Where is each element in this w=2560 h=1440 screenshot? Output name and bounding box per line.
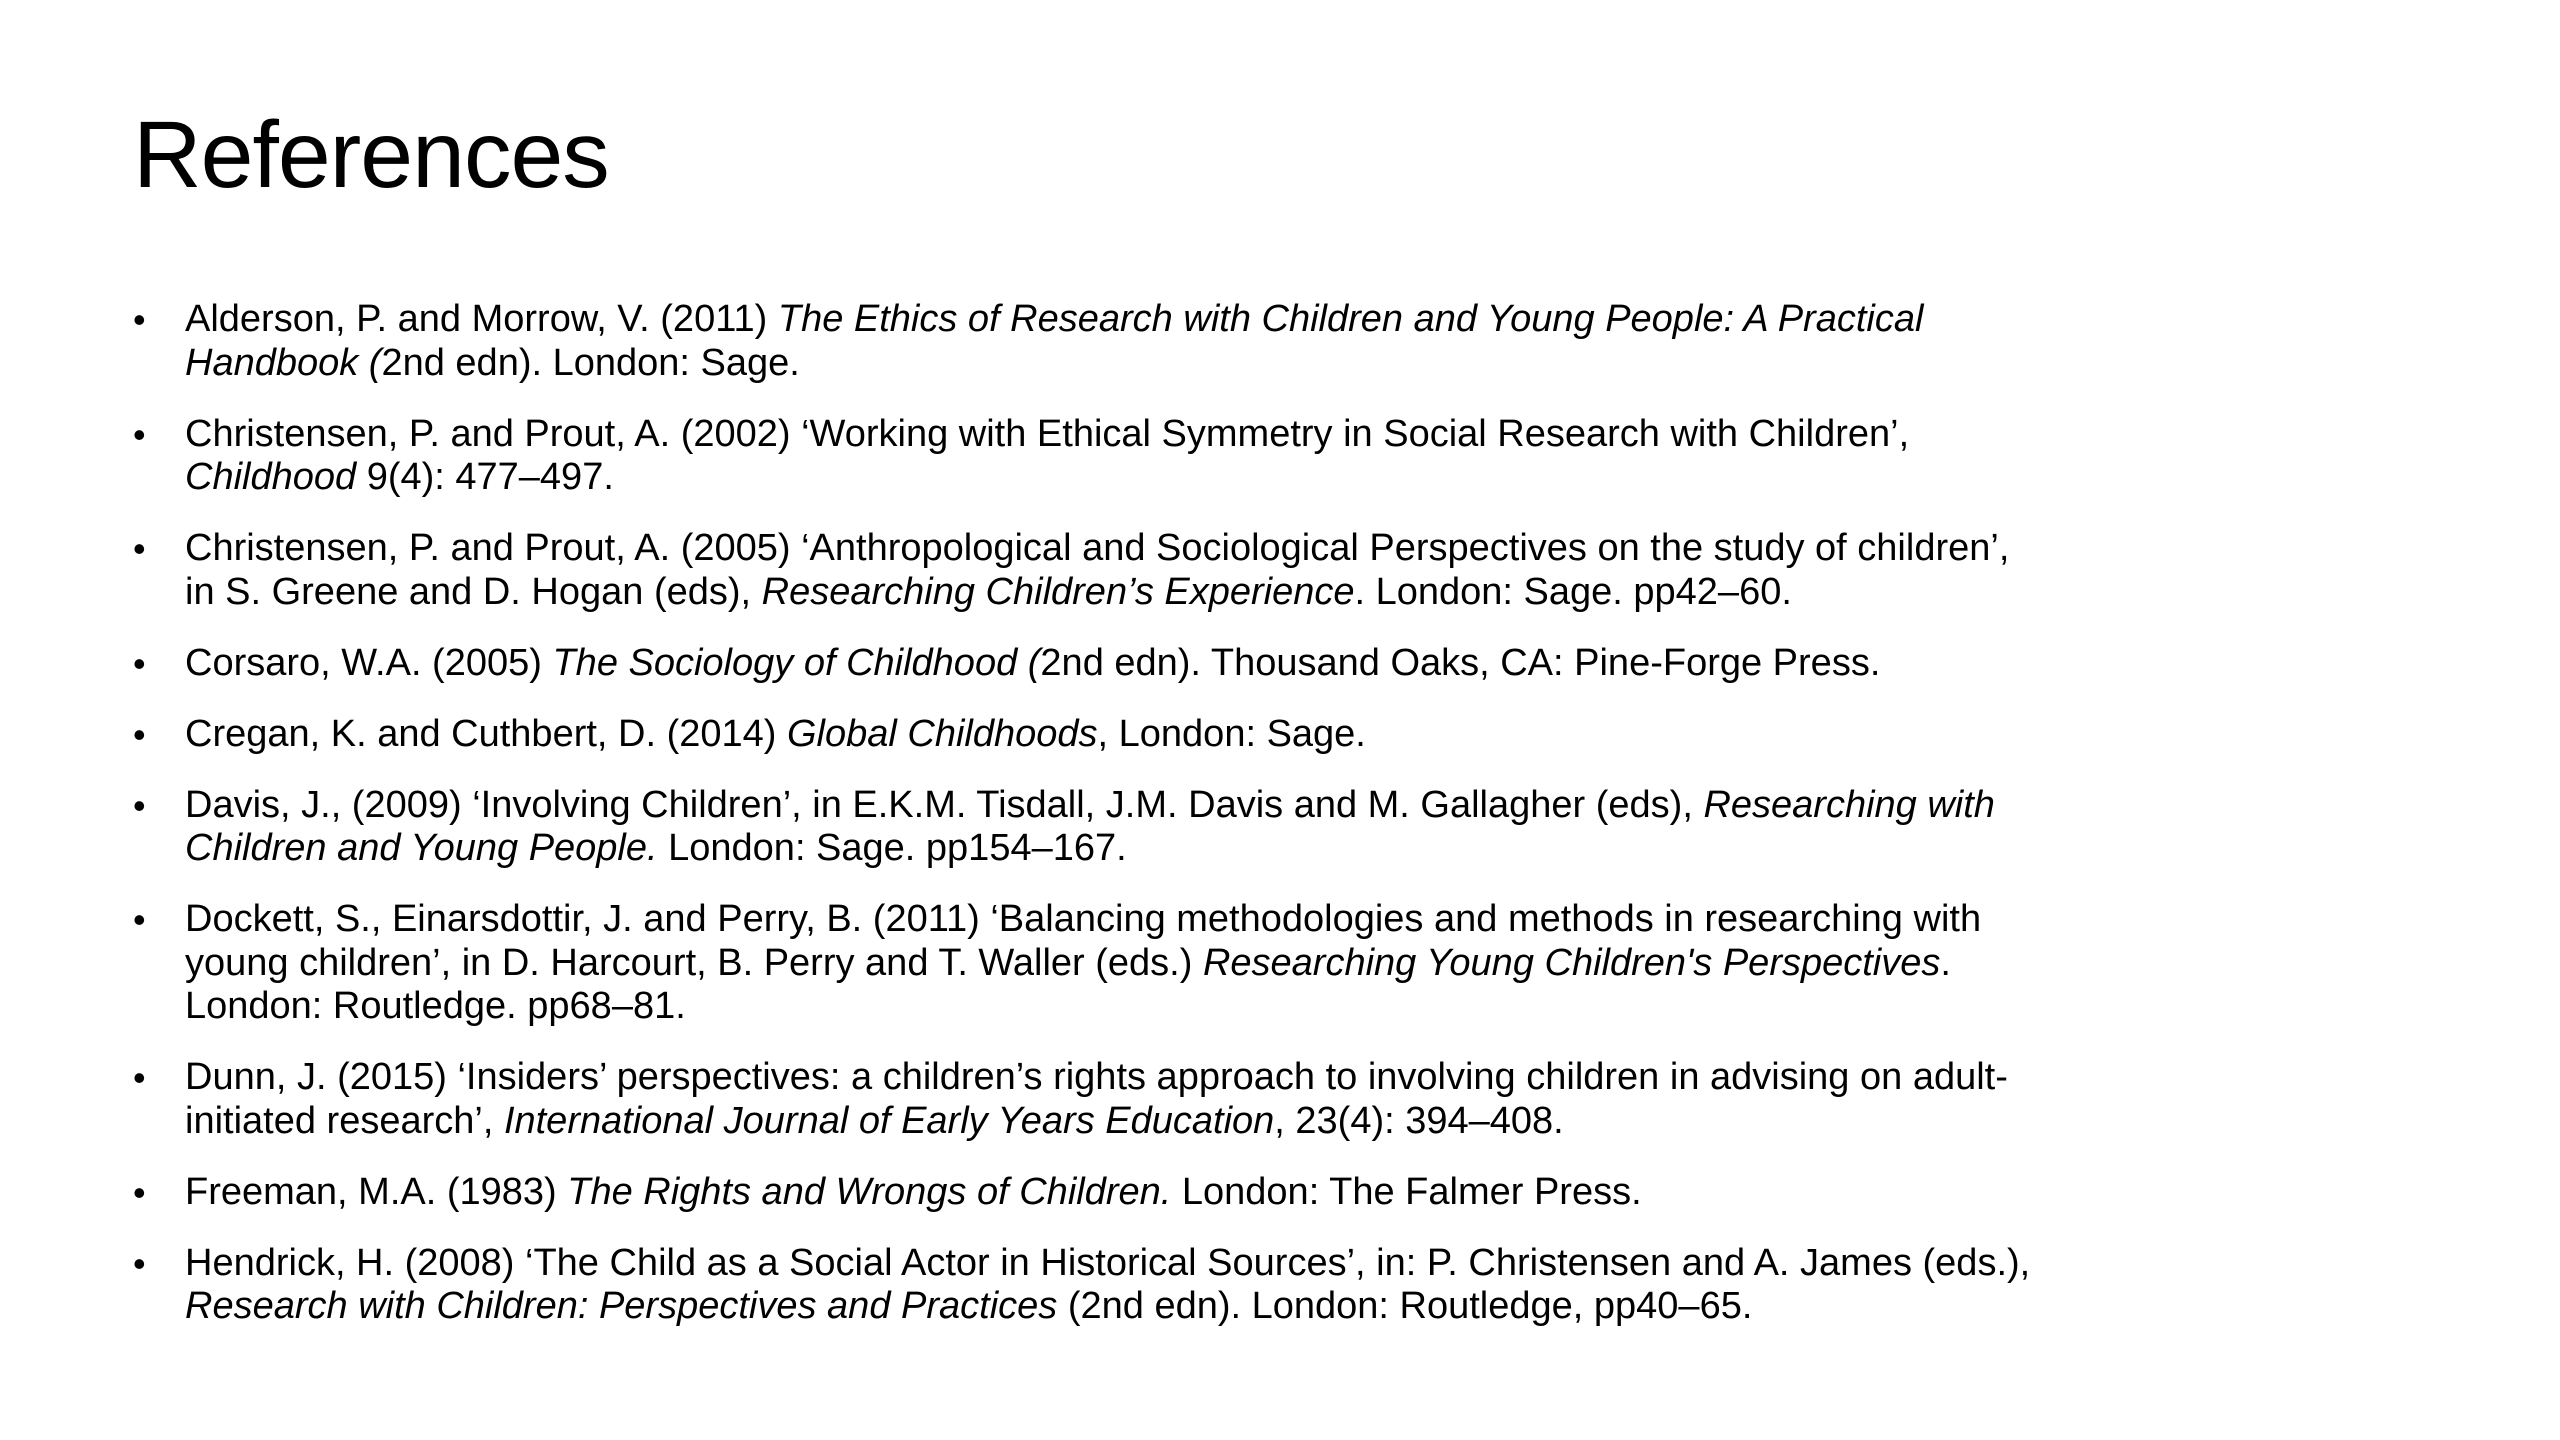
reference-text: 9(4): 477–497. xyxy=(356,456,614,498)
reference-text: 2nd edn). Thousand Oaks, CA: Pine-Forge Press. xyxy=(1040,641,1881,684)
reference-text: Corsaro, W.A. (2005) xyxy=(185,641,553,684)
reference-title-text: The Ethics of Research with Children and Young People: A Practical Handbook ( xyxy=(185,298,1924,384)
reference-item xyxy=(133,898,2033,1029)
bullet-icon: • xyxy=(133,642,146,684)
reference-text: Christensen, P. and Prout, A. (2005) ‘Anthropological and Sociological Perspectives on the study of children’, in S. Greene and D. Hogan (eds), xyxy=(185,527,2010,613)
reference-title-text: Researching Children’s Experience xyxy=(761,570,1355,613)
reference-text: Freeman, M.A. (1983) xyxy=(185,1170,568,1213)
reference-item xyxy=(133,298,2033,385)
reference-text: , 23(4): 394–408. xyxy=(1274,1099,1564,1142)
reference-text: Cregan, K. and Cuthbert, D. (2014) xyxy=(185,712,787,755)
reference-text: Alderson, P. and Morrow, V. (2011) xyxy=(185,298,778,340)
reference-text: , London: Sage. xyxy=(1097,712,1366,755)
reference-item xyxy=(133,1056,2033,1143)
reference-title-text: Researching Young Children's Perspectives xyxy=(1202,941,1941,984)
slide-title: References xyxy=(133,102,609,208)
reference-text: Hendrick, H. (2008) ‘The Child as a Social Actor in Historical Sources’, in: P. Christensen and A. James (eds.), xyxy=(185,1241,2031,1284)
bullet-icon: • xyxy=(133,784,146,826)
bullet-icon: • xyxy=(133,299,146,340)
reference-item xyxy=(133,413,2033,500)
reference-text: Davis, J., (2009) ‘Involving Children’, in E.K.M. Tisdall, J.M. Davis and M. Gallagher (eds), xyxy=(185,783,1704,826)
bullet-icon: • xyxy=(133,1057,146,1098)
bullet-icon: • xyxy=(133,1242,146,1284)
reference-item xyxy=(133,527,2033,614)
bullet-icon: • xyxy=(133,528,146,569)
bullet-icon: • xyxy=(133,413,146,455)
reference-text: Dunn, J. (2015) ‘Insiders’ perspectives: a children’s rights approach to involving children in advising on adult-initiated research’, xyxy=(185,1056,2008,1142)
bullet-icon: • xyxy=(133,713,146,755)
reference-title-text: Research with Children: Perspectives and Practices xyxy=(185,1285,1058,1327)
reference-title-text: Global Childhoods xyxy=(787,712,1098,755)
reference-title-text: Researching with Children and Young People. xyxy=(185,783,1995,869)
reference-text: London: The Falmer Press. xyxy=(1171,1170,1642,1213)
reference-item xyxy=(133,642,2033,686)
reference-text: London: Sage. pp154–167. xyxy=(657,827,1127,869)
reference-list xyxy=(133,298,2033,1356)
reference-text: . London: Routledge. pp68–81. xyxy=(185,941,1951,1027)
bullet-icon: • xyxy=(133,899,146,940)
reference-title-text: International Journal of Early Years Education xyxy=(503,1099,1275,1142)
reference-item xyxy=(133,784,2033,871)
reference-title-text: The Rights and Wrongs of Children. xyxy=(567,1170,1172,1213)
bullet-icon: • xyxy=(133,1171,146,1213)
reference-text: Dockett, S., Einarsdottir, J. and Perry, B. (2011) ‘Balancing methodologies and methods in researching with young children’, in D. Harcourt, B. Perry and T. Waller (eds.) xyxy=(185,898,1982,984)
reference-item xyxy=(133,713,2033,757)
reference-text: Christensen, P. and Prout, A. (2002) ‘Working with Ethical Symmetry in Social Research with Children’, xyxy=(185,412,1910,455)
reference-title-text: The Sociology of Childhood ( xyxy=(552,641,1041,684)
reference-text: 2nd edn). London: Sage. xyxy=(381,341,800,384)
reference-item xyxy=(133,1242,2033,1329)
reference-text: . London: Sage. pp42–60. xyxy=(1354,570,1792,613)
reference-item xyxy=(133,1171,2033,1215)
reference-text: (2nd edn). London: Routledge, pp40–65. xyxy=(1057,1285,1753,1327)
reference-title-text: Childhood xyxy=(185,456,357,498)
